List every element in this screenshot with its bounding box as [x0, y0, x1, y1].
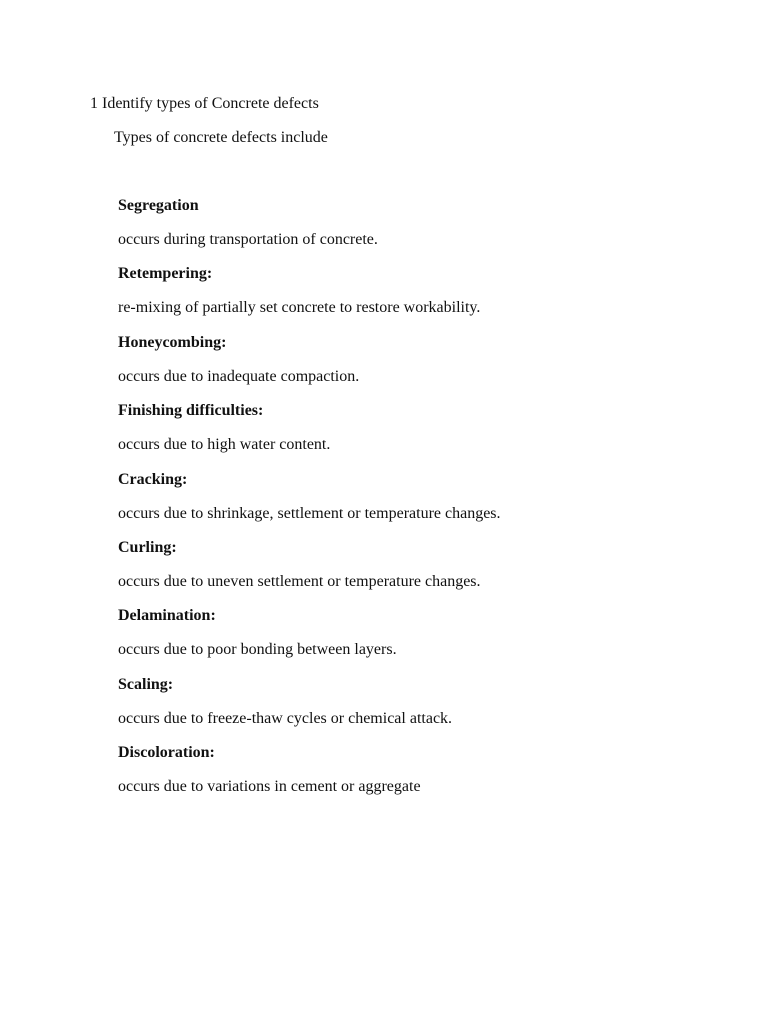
defect-description: occurs due to variations in cement or aggregate [118, 778, 421, 796]
defect-item-delamination [118, 606, 738, 660]
defect-description: occurs due to shrinkage, settlement or temperature changes. [118, 504, 501, 522]
defect-description: occurs due to poor bonding between layers. [118, 641, 397, 659]
defect-description: occurs due to uneven settlement or temperature changes. [118, 572, 481, 590]
defect-item-segregation [118, 196, 738, 250]
defect-list [118, 196, 738, 812]
defect-term: Delamination: [118, 607, 216, 625]
defect-description: re-mixing of partially set concrete to restore workability. [118, 299, 481, 317]
defect-term: Curling: [118, 538, 177, 556]
question-heading: 1 Identify types of Concrete defects [90, 95, 319, 112]
defect-item-honeycombing [118, 333, 738, 387]
defect-item-cracking [118, 470, 738, 524]
defect-term: Finishing difficulties: [118, 402, 264, 420]
defect-term: Retempering: [118, 265, 213, 283]
defect-term: Segregation [118, 197, 199, 214]
defect-item-retempering [118, 264, 738, 318]
defect-item-curling [118, 538, 738, 592]
defect-term: Scaling: [118, 675, 174, 693]
defect-term: Cracking: [118, 470, 188, 488]
defect-item-scaling [118, 675, 738, 729]
defect-item-discoloration [118, 743, 738, 797]
defect-item-finishing-difficulties [118, 401, 738, 455]
defect-description: occurs during transportation of concrete. [118, 231, 378, 248]
intro-text: Types of concrete defects include [114, 129, 328, 146]
defect-description: occurs due to freeze-thaw cycles or chemical attack. [118, 709, 453, 727]
defect-description: occurs due to high water content. [118, 436, 331, 454]
defect-term: Discoloration: [118, 744, 215, 762]
defect-description: occurs due to inadequate compaction. [118, 367, 360, 385]
defect-term: Honeycombing: [118, 333, 227, 351]
